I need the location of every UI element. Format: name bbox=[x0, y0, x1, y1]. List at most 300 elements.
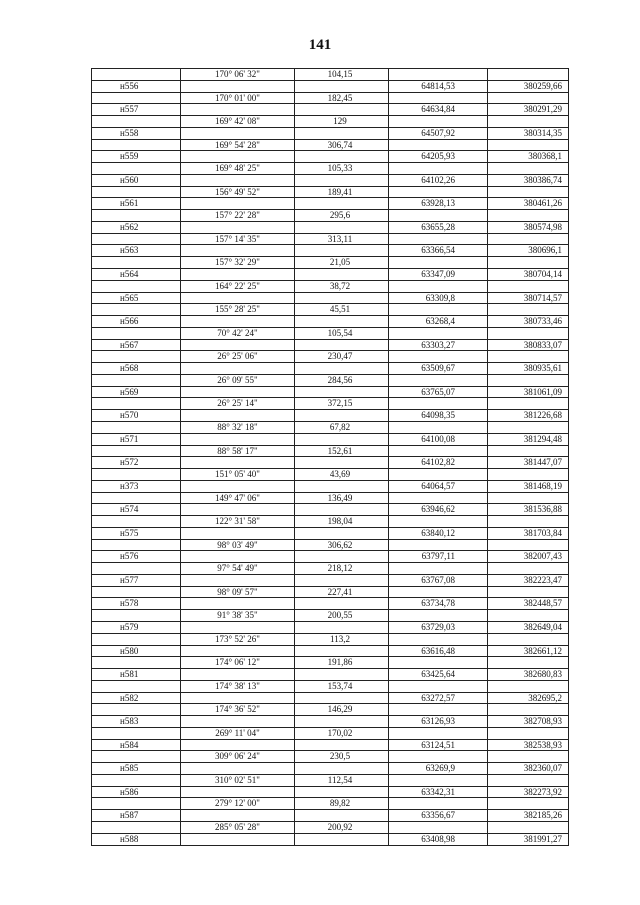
point-id-cell bbox=[92, 646, 180, 657]
direction-angle-cell: 174° 38' 13" bbox=[180, 681, 294, 692]
point-id-cell bbox=[92, 387, 180, 398]
x-coordinate-cell: 64205,93 bbox=[388, 151, 488, 162]
point-id-cell bbox=[92, 245, 180, 256]
y-coordinate-cell bbox=[488, 140, 568, 151]
segment-row bbox=[92, 398, 568, 410]
y-coordinate-cell bbox=[488, 398, 568, 409]
direction-angle-cell: 169° 48' 25" bbox=[180, 163, 294, 174]
direction-angle-cell: 98° 03' 49" bbox=[180, 540, 294, 551]
direction-angle-cell bbox=[180, 575, 294, 586]
x-coordinate-cell: 63356,67 bbox=[388, 810, 488, 821]
distance-cell bbox=[294, 763, 385, 774]
point-row bbox=[92, 269, 568, 281]
direction-angle-cell: 174° 36' 52" bbox=[180, 704, 294, 715]
x-coordinate-cell bbox=[388, 93, 488, 104]
direction-angle-cell bbox=[180, 457, 294, 468]
point-id-cell bbox=[92, 351, 180, 362]
point-id-cell bbox=[92, 375, 180, 386]
segment-row bbox=[92, 210, 568, 222]
y-coordinate-cell: 381294,48 bbox=[523, 433, 562, 444]
point-row bbox=[92, 151, 568, 163]
segment-row bbox=[92, 234, 568, 246]
point-row bbox=[92, 81, 568, 93]
y-coordinate-cell bbox=[488, 281, 568, 292]
x-coordinate-cell: 63347,09 bbox=[388, 269, 488, 280]
x-coordinate-cell: 64507,92 bbox=[388, 128, 488, 139]
segment-row bbox=[92, 610, 568, 622]
x-coordinate-cell bbox=[388, 728, 488, 739]
y-coordinate-cell: 382223,47 bbox=[523, 574, 562, 585]
distance-cell bbox=[294, 128, 385, 139]
x-coordinate-cell: 64634,84 bbox=[388, 104, 488, 115]
point-id: н569 bbox=[120, 386, 139, 397]
segment-row bbox=[92, 563, 568, 575]
distance-cell bbox=[294, 175, 385, 186]
point-id-cell bbox=[92, 93, 180, 104]
x-coordinate-cell bbox=[388, 681, 488, 692]
point-row bbox=[92, 363, 568, 375]
y-coordinate-cell: 380833,07 bbox=[523, 339, 562, 350]
point-row bbox=[92, 575, 568, 587]
point-id: н578 bbox=[120, 598, 139, 609]
distance-cell: 152,61 bbox=[294, 446, 385, 457]
y-coordinate-cell: 381447,07 bbox=[523, 457, 562, 468]
point-id: н582 bbox=[120, 692, 139, 703]
y-coordinate-cell: 380291,29 bbox=[523, 104, 562, 115]
direction-angle-cell: 151° 05' 40" bbox=[180, 469, 294, 480]
point-row bbox=[92, 434, 568, 446]
point-id: н566 bbox=[120, 316, 139, 327]
y-coordinate-cell: 381468,19 bbox=[523, 480, 562, 491]
point-row bbox=[92, 410, 568, 422]
y-coordinate-cell: 380461,26 bbox=[523, 198, 562, 209]
direction-angle-cell: 155° 28' 25" bbox=[180, 304, 294, 315]
y-coordinate-cell bbox=[488, 516, 568, 527]
point-row bbox=[92, 669, 568, 681]
point-id: н568 bbox=[120, 363, 139, 374]
direction-angle-cell bbox=[180, 269, 294, 280]
direction-angle-cell: 173° 52' 26" bbox=[180, 634, 294, 645]
x-coordinate-cell bbox=[388, 375, 488, 386]
point-row bbox=[92, 646, 568, 658]
y-coordinate-cell: 382708,93 bbox=[523, 716, 562, 727]
y-coordinate-cell: 381226,68 bbox=[523, 410, 562, 421]
segment-row bbox=[92, 540, 568, 552]
point-id-cell bbox=[92, 446, 180, 457]
direction-angle-cell bbox=[180, 245, 294, 256]
point-id: н576 bbox=[120, 551, 139, 562]
point-id-cell bbox=[92, 234, 180, 245]
y-coordinate-cell: 382680,83 bbox=[523, 669, 562, 680]
x-coordinate-cell bbox=[388, 469, 488, 480]
point-id-cell bbox=[92, 469, 180, 480]
point-row bbox=[92, 481, 568, 493]
distance-cell: 129 bbox=[294, 116, 385, 127]
x-coordinate-cell bbox=[388, 822, 488, 833]
x-coordinate-cell: 63797,11 bbox=[388, 551, 488, 562]
distance-cell: 105,33 bbox=[294, 163, 385, 174]
segment-row bbox=[92, 257, 568, 269]
direction-angle-cell: 97° 54' 49" bbox=[180, 563, 294, 574]
distance-cell bbox=[294, 222, 385, 233]
distance-cell: 89,82 bbox=[294, 798, 385, 809]
distance-cell: 306,74 bbox=[294, 140, 385, 151]
direction-angle-cell bbox=[180, 128, 294, 139]
distance-cell: 227,41 bbox=[294, 587, 385, 598]
x-coordinate-cell: 63309,8 bbox=[388, 293, 488, 304]
distance-cell bbox=[294, 575, 385, 586]
point-id-cell bbox=[92, 716, 180, 727]
point-row bbox=[92, 834, 568, 846]
segment-row bbox=[92, 493, 568, 505]
point-id-cell bbox=[92, 163, 180, 174]
x-coordinate-cell: 64102,82 bbox=[388, 457, 488, 468]
point-id-cell bbox=[92, 810, 180, 821]
point-id: н583 bbox=[120, 716, 139, 727]
point-id-cell bbox=[92, 422, 180, 433]
point-id: н574 bbox=[120, 504, 139, 515]
point-id-cell bbox=[92, 81, 180, 92]
x-coordinate-cell: 63272,57 bbox=[388, 693, 488, 704]
point-id-cell bbox=[92, 128, 180, 139]
y-coordinate-cell bbox=[488, 822, 568, 833]
segment-row bbox=[92, 775, 568, 787]
distance-cell: 112,54 bbox=[294, 775, 385, 786]
x-coordinate-cell bbox=[388, 187, 488, 198]
segment-row bbox=[92, 116, 568, 128]
x-coordinate-cell: 64064,57 bbox=[388, 481, 488, 492]
x-coordinate-cell: 63729,03 bbox=[388, 622, 488, 633]
segment-row bbox=[92, 281, 568, 293]
direction-angle-cell: 170° 01' 00" bbox=[180, 93, 294, 104]
distance-cell bbox=[294, 716, 385, 727]
point-id: н559 bbox=[120, 151, 139, 162]
y-coordinate-cell: 380386,74 bbox=[523, 174, 562, 185]
x-coordinate-cell bbox=[388, 140, 488, 151]
segment-row bbox=[92, 446, 568, 458]
point-id: н587 bbox=[120, 810, 139, 821]
y-coordinate-cell bbox=[488, 634, 568, 645]
y-coordinate-cell bbox=[488, 163, 568, 174]
distance-cell: 191,86 bbox=[294, 657, 385, 668]
point-row bbox=[92, 528, 568, 540]
y-coordinate-cell bbox=[488, 328, 568, 339]
direction-angle-cell bbox=[180, 787, 294, 798]
distance-cell: 198,04 bbox=[294, 516, 385, 527]
point-id: н584 bbox=[120, 739, 139, 750]
y-coordinate-cell: 382448,57 bbox=[523, 598, 562, 609]
distance-cell: 21,05 bbox=[294, 257, 385, 268]
x-coordinate-cell bbox=[388, 422, 488, 433]
distance-cell: 218,12 bbox=[294, 563, 385, 574]
point-id-cell bbox=[92, 140, 180, 151]
x-coordinate-cell bbox=[388, 540, 488, 551]
distance-cell bbox=[294, 198, 385, 209]
y-coordinate-cell: 382661,12 bbox=[523, 645, 562, 656]
point-id-cell bbox=[92, 151, 180, 162]
x-coordinate-cell bbox=[388, 587, 488, 598]
distance-cell: 136,49 bbox=[294, 493, 385, 504]
direction-angle-cell bbox=[180, 387, 294, 398]
segment-row bbox=[92, 798, 568, 810]
x-coordinate-cell bbox=[388, 163, 488, 174]
x-coordinate-cell: 63342,31 bbox=[388, 787, 488, 798]
segment-row bbox=[92, 728, 568, 740]
point-row bbox=[92, 104, 568, 116]
x-coordinate-cell bbox=[388, 493, 488, 504]
point-row bbox=[92, 245, 568, 257]
y-coordinate-cell bbox=[488, 93, 568, 104]
point-id-cell bbox=[92, 457, 180, 468]
direction-angle-cell bbox=[180, 763, 294, 774]
x-coordinate-cell bbox=[388, 704, 488, 715]
segment-row bbox=[92, 822, 568, 834]
x-coordinate-cell: 63840,12 bbox=[388, 528, 488, 539]
point-id: н561 bbox=[120, 198, 139, 209]
distance-cell bbox=[294, 669, 385, 680]
point-id-cell bbox=[92, 704, 180, 715]
x-coordinate-cell bbox=[388, 234, 488, 245]
direction-angle-cell bbox=[180, 81, 294, 92]
distance-cell: 200,92 bbox=[294, 822, 385, 833]
point-id: н579 bbox=[120, 621, 139, 632]
x-coordinate-cell bbox=[388, 657, 488, 668]
distance-cell bbox=[294, 693, 385, 704]
distance-cell bbox=[294, 410, 385, 421]
segment-row bbox=[92, 634, 568, 646]
x-coordinate-cell: 64100,08 bbox=[388, 434, 488, 445]
segment-row bbox=[92, 516, 568, 528]
point-id-cell bbox=[92, 822, 180, 833]
y-coordinate-cell: 382538,93 bbox=[523, 739, 562, 750]
y-coordinate-cell bbox=[488, 798, 568, 809]
point-id-cell bbox=[92, 198, 180, 209]
x-coordinate-cell bbox=[388, 751, 488, 762]
point-row bbox=[92, 504, 568, 516]
point-row bbox=[92, 693, 568, 705]
y-coordinate-cell bbox=[488, 493, 568, 504]
x-coordinate-cell: 63655,28 bbox=[388, 222, 488, 233]
segment-row bbox=[92, 328, 568, 340]
direction-angle-cell: 26° 25' 14" bbox=[180, 398, 294, 409]
distance-cell: 313,11 bbox=[294, 234, 385, 245]
distance-cell bbox=[294, 528, 385, 539]
point-row bbox=[92, 175, 568, 187]
x-coordinate-cell: 63408,98 bbox=[388, 834, 488, 845]
x-coordinate-cell bbox=[388, 516, 488, 527]
point-id-cell bbox=[92, 540, 180, 551]
y-coordinate-cell: 380574,98 bbox=[523, 221, 562, 232]
point-id-cell bbox=[92, 516, 180, 527]
point-id: н581 bbox=[120, 669, 139, 680]
point-id: н557 bbox=[120, 104, 139, 115]
page-number: 141 bbox=[308, 37, 332, 53]
point-id: н588 bbox=[120, 833, 139, 844]
point-id: н585 bbox=[120, 763, 139, 774]
y-coordinate-cell: 380368,1 bbox=[528, 151, 562, 162]
x-coordinate-cell: 64098,35 bbox=[388, 410, 488, 421]
point-row bbox=[92, 622, 568, 634]
point-id-cell bbox=[92, 587, 180, 598]
direction-angle-cell: 98° 09' 57" bbox=[180, 587, 294, 598]
y-coordinate-cell bbox=[488, 681, 568, 692]
distance-cell: 295,6 bbox=[294, 210, 385, 221]
x-coordinate-cell bbox=[388, 398, 488, 409]
direction-angle-cell: 279° 12' 00" bbox=[180, 798, 294, 809]
coordinates-table bbox=[91, 68, 569, 846]
y-coordinate-cell bbox=[488, 69, 568, 80]
x-coordinate-cell bbox=[388, 116, 488, 127]
y-coordinate-cell: 381536,88 bbox=[523, 504, 562, 515]
segment-row bbox=[92, 751, 568, 763]
direction-angle-cell: 169° 54' 28" bbox=[180, 140, 294, 151]
x-coordinate-cell bbox=[388, 281, 488, 292]
point-row bbox=[92, 293, 568, 305]
distance-cell bbox=[294, 622, 385, 633]
direction-angle-cell: 157° 32' 29" bbox=[180, 257, 294, 268]
x-coordinate-cell bbox=[388, 304, 488, 315]
y-coordinate-cell: 380935,61 bbox=[523, 363, 562, 374]
point-id-cell bbox=[92, 669, 180, 680]
point-id: н373 bbox=[120, 480, 139, 491]
x-coordinate-cell bbox=[388, 69, 488, 80]
distance-cell bbox=[294, 81, 385, 92]
x-coordinate-cell: 63126,93 bbox=[388, 716, 488, 727]
segment-row bbox=[92, 163, 568, 175]
point-id-cell bbox=[92, 575, 180, 586]
y-coordinate-cell bbox=[488, 116, 568, 127]
distance-cell bbox=[294, 646, 385, 657]
y-coordinate-cell: 382360,07 bbox=[523, 763, 562, 774]
point-row bbox=[92, 222, 568, 234]
point-id-cell bbox=[92, 763, 180, 774]
point-id-cell bbox=[92, 104, 180, 115]
point-row bbox=[92, 387, 568, 399]
x-coordinate-cell: 63425,64 bbox=[388, 669, 488, 680]
direction-angle-cell: 169° 42' 08" bbox=[180, 116, 294, 127]
point-id: н562 bbox=[120, 221, 139, 232]
point-id: н564 bbox=[120, 269, 139, 280]
x-coordinate-cell: 63509,67 bbox=[388, 363, 488, 374]
point-id-cell bbox=[92, 775, 180, 786]
direction-angle-cell: 149° 47' 06" bbox=[180, 493, 294, 504]
point-id-cell bbox=[92, 728, 180, 739]
direction-angle-cell bbox=[180, 293, 294, 304]
x-coordinate-cell bbox=[388, 798, 488, 809]
distance-cell: 153,74 bbox=[294, 681, 385, 692]
direction-angle-cell: 122° 31' 58" bbox=[180, 516, 294, 527]
point-row bbox=[92, 128, 568, 140]
y-coordinate-cell: 381991,27 bbox=[523, 833, 562, 844]
direction-angle-cell: 91° 38' 35" bbox=[180, 610, 294, 621]
direction-angle-cell: 310° 02' 51" bbox=[180, 775, 294, 786]
y-coordinate-cell bbox=[488, 375, 568, 386]
y-coordinate-cell: 382695,2 bbox=[528, 692, 562, 703]
x-coordinate-cell bbox=[388, 257, 488, 268]
segment-row bbox=[92, 657, 568, 669]
point-id: н586 bbox=[120, 786, 139, 797]
point-id-cell bbox=[92, 398, 180, 409]
y-coordinate-cell: 382185,26 bbox=[523, 810, 562, 821]
distance-cell: 200,55 bbox=[294, 610, 385, 621]
distance-cell bbox=[294, 551, 385, 562]
direction-angle-cell bbox=[180, 716, 294, 727]
point-row bbox=[92, 787, 568, 799]
distance-cell bbox=[294, 104, 385, 115]
point-row bbox=[92, 457, 568, 469]
distance-cell bbox=[294, 504, 385, 515]
distance-cell bbox=[294, 434, 385, 445]
distance-cell: 372,15 bbox=[294, 398, 385, 409]
direction-angle-cell bbox=[180, 598, 294, 609]
point-id-cell bbox=[92, 222, 180, 233]
y-coordinate-cell: 382007,43 bbox=[523, 551, 562, 562]
point-row bbox=[92, 551, 568, 563]
segment-row bbox=[92, 351, 568, 363]
x-coordinate-cell: 64102,26 bbox=[388, 175, 488, 186]
direction-angle-cell bbox=[180, 504, 294, 515]
distance-cell: 43,69 bbox=[294, 469, 385, 480]
distance-cell bbox=[294, 740, 385, 751]
point-id: н577 bbox=[120, 574, 139, 585]
direction-angle-cell bbox=[180, 528, 294, 539]
y-coordinate-cell bbox=[488, 610, 568, 621]
segment-row bbox=[92, 422, 568, 434]
y-coordinate-cell bbox=[488, 210, 568, 221]
distance-cell bbox=[294, 387, 385, 398]
distance-cell bbox=[294, 457, 385, 468]
point-id-cell bbox=[92, 281, 180, 292]
y-coordinate-cell bbox=[488, 728, 568, 739]
point-id-cell bbox=[92, 116, 180, 127]
point-id-cell bbox=[92, 175, 180, 186]
y-coordinate-cell: 381061,09 bbox=[523, 386, 562, 397]
segment-row bbox=[92, 69, 568, 81]
distance-cell: 182,45 bbox=[294, 93, 385, 104]
direction-angle-cell bbox=[180, 740, 294, 751]
point-row bbox=[92, 763, 568, 775]
point-id-cell bbox=[92, 257, 180, 268]
point-row bbox=[92, 810, 568, 822]
point-id-cell bbox=[92, 187, 180, 198]
direction-angle-cell bbox=[180, 104, 294, 115]
direction-angle-cell: 157° 22' 28" bbox=[180, 210, 294, 221]
point-id: н556 bbox=[120, 80, 139, 91]
point-id-cell bbox=[92, 293, 180, 304]
point-id: н575 bbox=[120, 527, 139, 538]
direction-angle-cell: 170° 06' 32" bbox=[180, 69, 294, 80]
y-coordinate-cell: 380733,46 bbox=[523, 316, 562, 327]
y-coordinate-cell bbox=[488, 469, 568, 480]
point-id-cell bbox=[92, 657, 180, 668]
point-id: н565 bbox=[120, 292, 139, 303]
y-coordinate-cell: 382649,04 bbox=[523, 621, 562, 632]
point-id-cell bbox=[92, 434, 180, 445]
direction-angle-cell: 309° 06' 24" bbox=[180, 751, 294, 762]
direction-angle-cell bbox=[180, 222, 294, 233]
y-coordinate-cell: 380259,66 bbox=[523, 80, 562, 91]
segment-row bbox=[92, 681, 568, 693]
point-id-cell bbox=[92, 740, 180, 751]
distance-cell: 67,82 bbox=[294, 422, 385, 433]
y-coordinate-cell bbox=[488, 351, 568, 362]
point-row bbox=[92, 340, 568, 352]
direction-angle-cell bbox=[180, 198, 294, 209]
distance-cell: 113,2 bbox=[294, 634, 385, 645]
point-id-cell bbox=[92, 681, 180, 692]
direction-angle-cell: 164° 22' 25" bbox=[180, 281, 294, 292]
point-id-cell bbox=[92, 693, 180, 704]
